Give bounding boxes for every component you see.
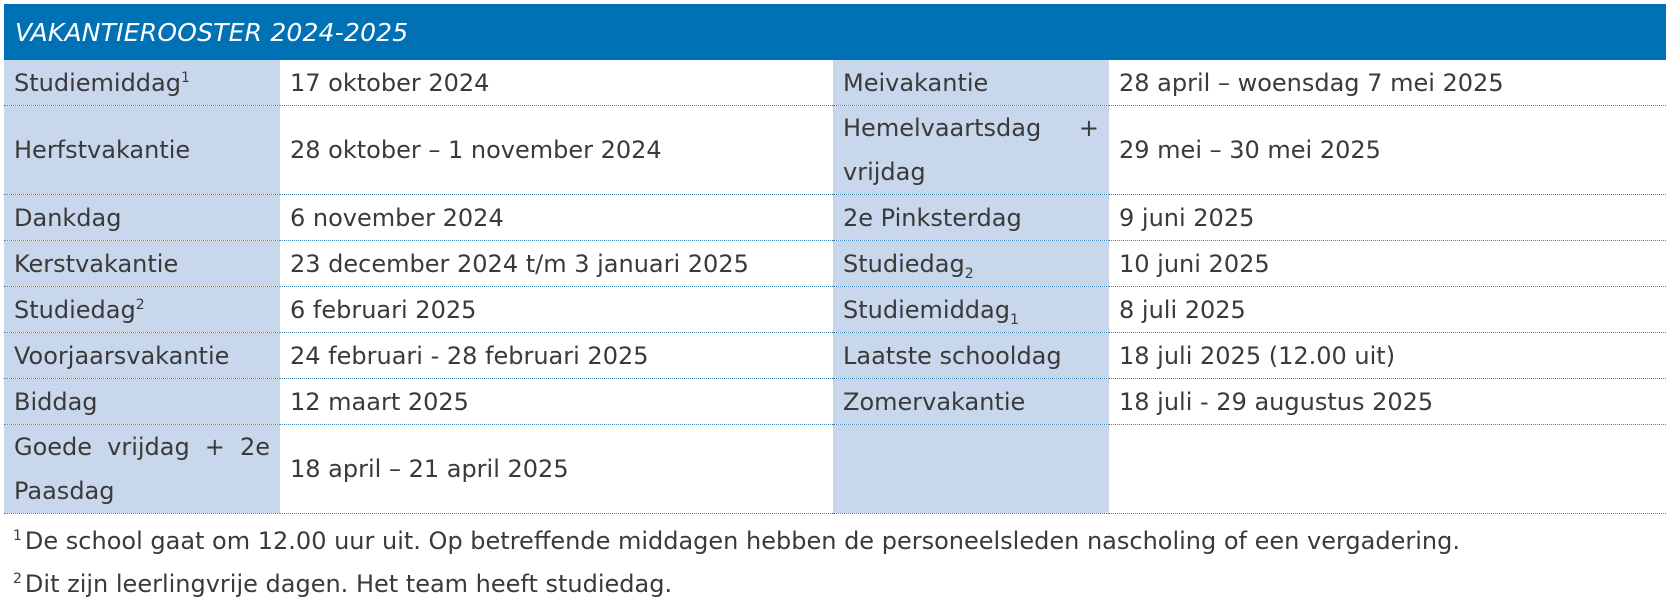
footnote-mark: 2: [964, 265, 974, 282]
right-value: 8 juli 2025: [1119, 295, 1246, 324]
right-label-cell: [833, 241, 1109, 287]
table-row: [4, 195, 1666, 241]
left-value-cell: [280, 333, 833, 379]
left-value: 12 maart 2025: [290, 387, 469, 416]
table-row: [4, 241, 1666, 287]
right-value: 9 juni 2025: [1119, 203, 1255, 232]
left-value-cell: [280, 379, 833, 425]
left-label-cell: [4, 287, 280, 333]
left-value-cell: [280, 195, 833, 241]
right-label: 2e Pinksterdag: [843, 203, 1022, 232]
right-value: 28 april – woensdag 7 mei 2025: [1119, 68, 1504, 97]
schedule-table: [4, 60, 1666, 514]
table-row: [4, 379, 1666, 425]
right-value: 10 juni 2025: [1119, 249, 1270, 278]
right-label: Laatste schooldag: [843, 341, 1062, 370]
right-label-cell: [833, 287, 1109, 333]
table-row: [4, 287, 1666, 333]
left-value-cell: [280, 241, 833, 287]
left-label: Kerstvakantie: [14, 249, 179, 278]
left-value-cell: [280, 60, 833, 106]
right-value: 18 juli 2025 (12.00 uit): [1119, 341, 1396, 370]
left-label-cell: [4, 333, 280, 379]
left-value: 24 februari - 28 februari 2025: [290, 341, 649, 370]
left-value-cell: [280, 425, 833, 514]
right-label: Zomervakantie: [843, 387, 1026, 416]
right-value-cell: [1109, 287, 1666, 333]
right-value-cell: [1109, 60, 1666, 106]
right-label-cell: [833, 333, 1109, 379]
table-row: [4, 60, 1666, 106]
table-header: [4, 4, 1666, 60]
right-label-cell: [833, 60, 1109, 106]
left-label: Dankdag: [14, 203, 122, 232]
left-value: 17 oktober 2024: [290, 68, 490, 97]
left-value: 6 november 2024: [290, 203, 504, 232]
footnote: [4, 563, 1666, 606]
footnote-mark: 1: [180, 69, 190, 86]
table-row: [4, 333, 1666, 379]
right-value-cell: [1109, 195, 1666, 241]
left-label: Voorjaarsvakantie: [14, 341, 230, 370]
footnote: [4, 520, 1666, 563]
right-label: Hemelvaartsdag + vrijdag: [843, 114, 1099, 186]
left-label: Herfstvakantie: [14, 136, 191, 164]
footnote-mark: 1: [1009, 311, 1019, 328]
right-label-cell: [833, 195, 1109, 241]
left-value-cell: [280, 287, 833, 333]
right-value: 18 juli - 29 augustus 2025: [1119, 387, 1434, 416]
footnote-text: De school gaat om 12.00 uur uit. Op betreffende middagen hebben de personeelsleden nascholing of een vergadering.: [24, 527, 1460, 555]
left-label-cell: [4, 195, 280, 241]
footnote-mark: 2: [13, 571, 22, 587]
schedule-container: [4, 4, 1666, 606]
left-label: Goede vrijdag + 2e Paasdag: [14, 433, 270, 505]
left-label: Studiemiddag: [14, 68, 181, 97]
right-label-cell: [833, 106, 1109, 195]
page-title: VAKANTIEROOSTER 2024-2025: [15, 17, 409, 47]
left-label-cell: [4, 425, 280, 514]
left-value: 18 april – 21 april 2025: [290, 455, 569, 483]
left-value: 23 december 2024 t/m 3 januari 2025: [290, 249, 749, 278]
left-label-cell: [4, 106, 280, 195]
left-label: Biddag: [14, 387, 98, 416]
footnotes: [4, 520, 1666, 606]
right-value: 29 mei – 30 mei 2025: [1119, 136, 1381, 164]
left-label: Studiedag: [14, 295, 136, 324]
right-label: Studiemiddag: [843, 295, 1010, 324]
right-label-cell: [833, 379, 1109, 425]
table-row: [4, 106, 1666, 195]
right-value-cell: [1109, 241, 1666, 287]
table-row: [4, 425, 1666, 514]
left-value: 28 oktober – 1 november 2024: [290, 136, 662, 164]
right-value-cell: [1109, 379, 1666, 425]
left-label-cell: [4, 60, 280, 106]
right-label: Studiedag: [843, 249, 965, 278]
right-value-cell: [1109, 425, 1666, 514]
left-value: 6 februari 2025: [290, 295, 477, 324]
footnote-mark: 1: [13, 528, 22, 544]
right-label-cell: [833, 425, 1109, 514]
left-label-cell: [4, 241, 280, 287]
right-value-cell: [1109, 333, 1666, 379]
footnote-mark: 2: [135, 296, 145, 313]
right-value-cell: [1109, 106, 1666, 195]
footnote-text: Dit zijn leerlingvrije dagen. Het team heeft studiedag.: [24, 570, 673, 598]
left-value-cell: [280, 106, 833, 195]
right-label: Meivakantie: [843, 68, 989, 97]
left-label-cell: [4, 379, 280, 425]
